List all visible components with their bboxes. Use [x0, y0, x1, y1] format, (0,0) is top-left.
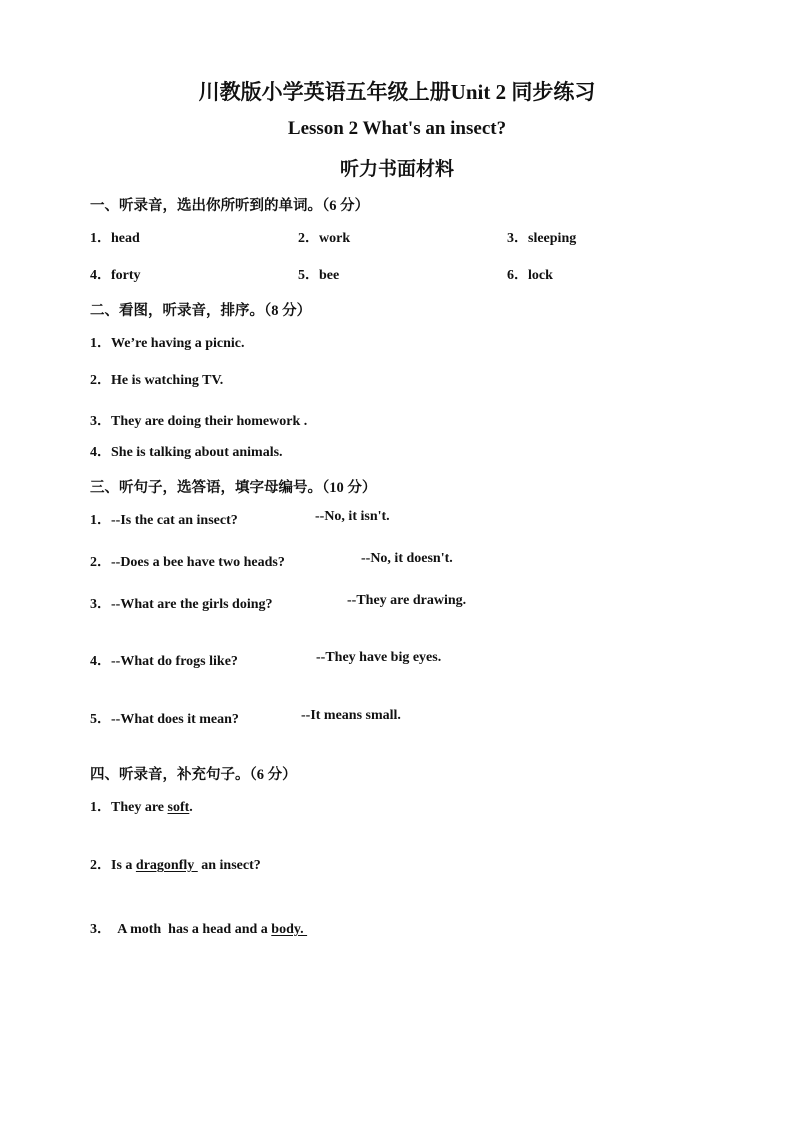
sentence-text: They are doing their homework . [111, 414, 308, 429]
question-text: --What do frogs like? [111, 654, 238, 669]
word-item [507, 264, 553, 284]
word-item [90, 264, 141, 284]
sentence-before: A moth has a head and a [111, 922, 272, 937]
question-text: --Is the cat an insect? [111, 513, 238, 528]
lesson-title: Lesson 2 What's an insect? [287, 118, 507, 139]
item-number: 3． [90, 414, 111, 429]
question-item [90, 650, 238, 670]
word-text: head [111, 231, 140, 246]
word-text: work [319, 231, 351, 246]
item-number: 4． [90, 445, 111, 460]
question-text: --Does a bee have two heads? [111, 555, 285, 570]
sentence-text: He is watching TV. [111, 373, 224, 388]
section2-heading: 二、看图，听录音，排序。（8 分） [90, 303, 312, 319]
question-text: --What does it mean? [111, 712, 239, 727]
sentence-item [90, 410, 307, 430]
document-subtitle: 听力书面材料 [339, 159, 454, 180]
fill-in-item [90, 918, 307, 938]
answer-text: --It means small. [301, 708, 401, 723]
question-item [90, 593, 273, 613]
item-number: 2． [90, 858, 111, 873]
item-number: 3． [507, 231, 528, 246]
word-text: sleeping [528, 231, 577, 246]
document-title: 川教版小学英语五年级上册Unit 2 同步练习 [198, 80, 596, 104]
sentence-before: Is a [111, 858, 136, 873]
item-number: 4． [90, 654, 111, 669]
item-number: 1． [90, 800, 111, 815]
word-item [507, 227, 576, 247]
item-number: 5． [90, 712, 111, 727]
item-number: 2． [90, 373, 111, 388]
item-number: 2． [298, 231, 319, 246]
item-number: 4． [90, 268, 111, 283]
word-text: bee [319, 268, 340, 283]
item-number: 5． [298, 268, 319, 283]
answer-text: --No, it isn't. [315, 509, 390, 524]
fill-in-item [90, 796, 193, 816]
sentence-item [90, 332, 245, 352]
item-number: 2． [90, 555, 111, 570]
sentence-text: We’re having a picnic. [111, 336, 245, 351]
word-text: lock [528, 268, 553, 283]
section4-heading: 四、听录音，补充句子。（6 分） [90, 767, 297, 783]
sentence-item [90, 369, 223, 389]
word-item [90, 227, 140, 247]
word-item [298, 264, 339, 284]
item-number: 6． [507, 268, 528, 283]
item-number: 3． [90, 597, 111, 612]
blank-answer: body. [271, 922, 308, 937]
answer-text: --No, it doesn't. [361, 551, 453, 566]
item-number: 1． [90, 513, 111, 528]
answer-text: --They are drawing. [347, 593, 467, 608]
sentence-before: They are [111, 800, 168, 815]
blank-answer: dragonfly [135, 858, 198, 873]
word-item [298, 227, 350, 247]
item-number: 1． [90, 231, 111, 246]
fill-in-item [90, 854, 261, 874]
sentence-text: She is talking about animals. [111, 445, 283, 460]
word-text: forty [111, 268, 141, 283]
sentence-item [90, 441, 283, 461]
section1-heading: 一、听录音，选出你所听到的单词。（6 分） [90, 198, 370, 214]
blank-answer: soft [167, 800, 190, 815]
question-text: --What are the girls doing? [111, 597, 273, 612]
section3-heading: 三、听句子，选答语，填字母编号。（10 分） [90, 480, 377, 496]
item-number: 1． [90, 336, 111, 351]
sentence-after: an insect? [197, 858, 261, 873]
question-item [90, 708, 239, 728]
answer-text: --They have big eyes. [316, 650, 442, 665]
question-item [90, 509, 238, 529]
question-item [90, 551, 285, 571]
item-number: 3． [90, 922, 111, 937]
sentence-after: . [189, 800, 193, 815]
